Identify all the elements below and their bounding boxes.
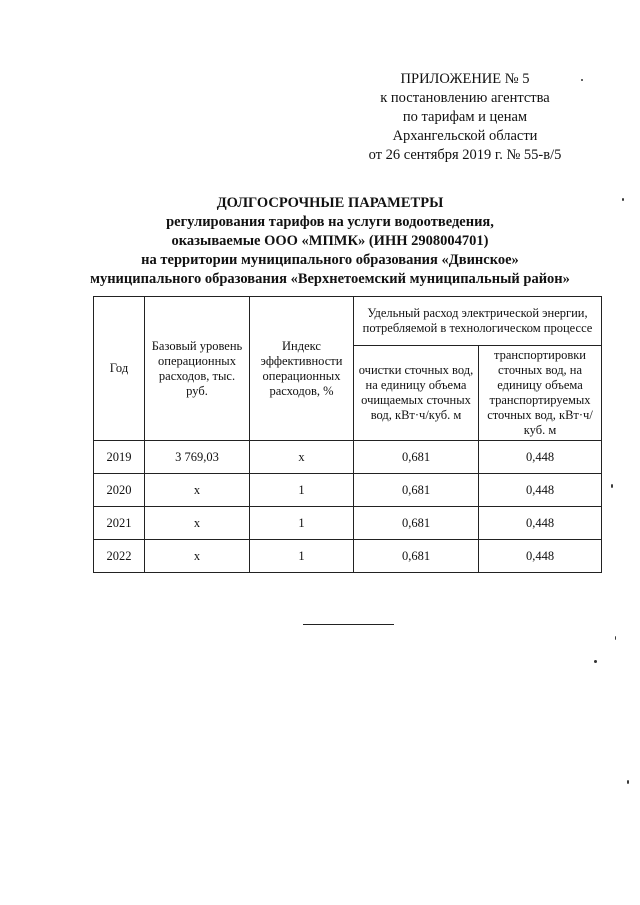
cell-efficiency-index: 1 xyxy=(250,507,354,540)
table-row xyxy=(94,540,602,573)
table-row xyxy=(94,441,602,474)
cell-energy-transport: 0,448 xyxy=(479,507,602,540)
cell-year: 2019 xyxy=(94,441,145,474)
cell-year: 2020 xyxy=(94,474,145,507)
header-energy-treatment: очистки сточных вод, на единицу объема очищаемых сточных вод, кВт·ч/куб. м xyxy=(354,346,479,441)
parameters-table xyxy=(93,296,602,573)
scan-speck xyxy=(581,79,583,81)
title-heading: ДОЛГОСРОЧНЫЕ ПАРАМЕТРЫ xyxy=(216,195,444,211)
cell-base-level: х xyxy=(145,474,250,507)
appendix-reference-line: Архангельской области xyxy=(392,128,538,144)
cell-energy-treatment: 0,681 xyxy=(354,441,479,474)
cell-base-level: х xyxy=(145,507,250,540)
cell-energy-transport: 0,448 xyxy=(479,540,602,573)
appendix-reference-line: по тарифам и ценам xyxy=(402,109,528,125)
appendix-header xyxy=(350,70,580,165)
cell-energy-treatment: 0,681 xyxy=(354,507,479,540)
appendix-reference-line: к постановлению агентства xyxy=(380,90,550,106)
title-line: муниципального образования «Верхнетоемский муниципальный район» xyxy=(90,271,570,287)
cell-energy-treatment: 0,681 xyxy=(354,540,479,573)
cell-efficiency-index: 1 xyxy=(250,474,354,507)
closing-divider-line xyxy=(303,624,394,625)
title-line: на территории муниципального образования «Двинское» xyxy=(141,252,519,268)
scan-speck xyxy=(611,484,613,488)
cell-year: 2022 xyxy=(94,540,145,573)
appendix-decree-date: от 26 сентября 2019 г. № 55-в/5 xyxy=(368,147,562,163)
title-line: оказываемые ООО «МПМК» (ИНН 2908004701) xyxy=(171,233,489,249)
cell-energy-treatment: 0,681 xyxy=(354,474,479,507)
cell-efficiency-index: х xyxy=(250,441,354,474)
appendix-number: ПРИЛОЖЕНИЕ № 5 xyxy=(400,71,530,87)
scan-speck xyxy=(622,198,624,201)
header-energy-transport: транспортировки сточных вод, на единицу объема транспортируемых сточных вод, кВт·ч/куб. м xyxy=(479,346,602,441)
table-row xyxy=(94,474,602,507)
header-efficiency-index: Индекс эффективности операционных расходов, % xyxy=(250,297,354,441)
header-year: Год xyxy=(94,297,145,441)
document-title xyxy=(40,194,620,289)
cell-efficiency-index: 1 xyxy=(250,540,354,573)
scan-speck xyxy=(615,636,616,640)
cell-energy-transport: 0,448 xyxy=(479,474,602,507)
cell-energy-transport: 0,448 xyxy=(479,441,602,474)
scan-speck xyxy=(627,780,629,784)
title-line: регулирования тарифов на услуги водоотведения, xyxy=(166,214,494,230)
header-energy-group: Удельный расход электрической энергии, потребляемой в технологическом процессе xyxy=(354,297,602,346)
cell-year: 2021 xyxy=(94,507,145,540)
cell-base-level: 3 769,03 xyxy=(145,441,250,474)
table-row xyxy=(94,507,602,540)
header-base-level: Базовый уровень операционных расходов, тыс. руб. xyxy=(145,297,250,441)
cell-base-level: х xyxy=(145,540,250,573)
scan-speck xyxy=(594,660,597,663)
